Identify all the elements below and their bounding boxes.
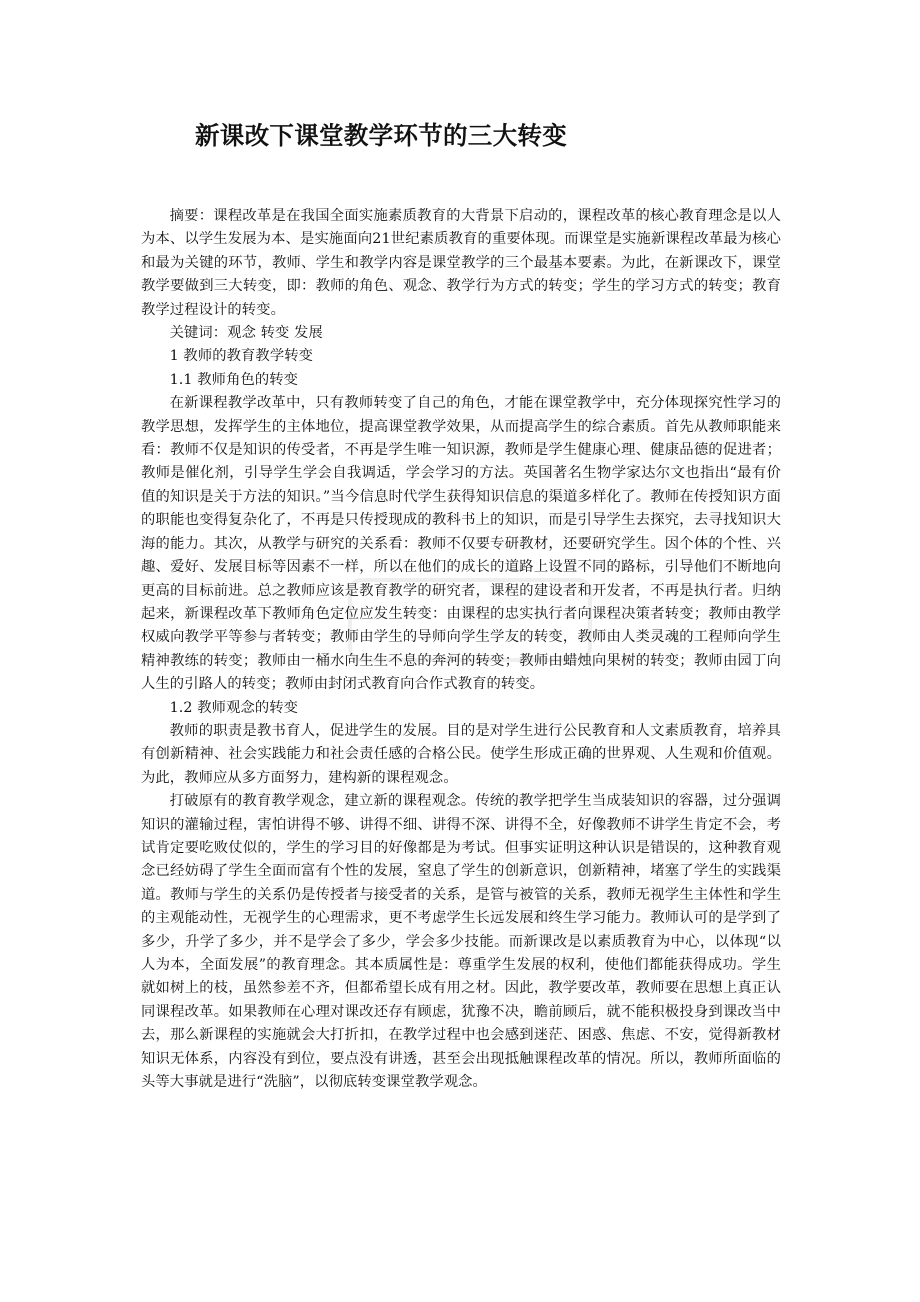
section-1-1-heading: 1.1 教师角色的转变 — [169, 371, 299, 388]
section-1-2-paragraph-2: 打破原有的教育教学观念，建立新的课程观念。传统的教学把学生当成装知识的容器，过分强调知识的灌输过程，害怕讲得不够、讲得不细、讲得不深、讲得不全，好像教师不讲学生肯定不会，考试肯定要吃败仗似的，学生的学习目的好像都是为考试。但事实证明这种认识是错误的，这种教育观念已经妨碍了学生全面而富有个性的发展，窒息了学生的创新意识，创新精神，堵塞了学生的实践渠道。教师与学生的关系仍是传授者与接受者的关系，是管与被管的关系，教师无视学生主体性和学生的主观能动性，无视学生的心理需求，更不考虑学生长远发展和终生学习能力。教师认可的是学到了多少，升学了多少，并不是学会了多少，学会多少技能。而新课改是以素质教育为中心，以体现“以人为本，全面发展”的教育理念。其本质属性是：尊重学生发展的权利，使他们都能获得成功。学生就如树上的枝，虽然参差不齐，但都希望长成有用之材。因此，教学要改革，教师要在思想上真正认同课程改革。如果教师在心理对课改还存有顾虑，犹豫不决，瞻前顾后，就不能积极投身到课改当中去，那么新课程的实施就会大打折扣，在教学过程中也会感到迷茫、困惑、焦虑、不安，觉得新教材知识无体系，内容没有到位，要点没有讲透，甚至会出现抵触课程改革的情况。所以，教师所面临的头等大事就是进行“洗脑”，以彻底转变课堂教学观念。 — [141, 793, 781, 1091]
document-body — [141, 205, 781, 1094]
document-title: 新课改下课堂教学环节的三大转变 — [195, 121, 567, 150]
abstract-paragraph: 摘要：课程改革是在我国全面实施素质教育的大背景下启动的，课程改革的核心教育理念是以人为本、以学生发展为本、是实施面向21世纪素质教育的重要体现。而课堂是实施新课程改革最为核心和最为关键的环节，教师、学生和教学内容是课堂教学的三个最基本要素。为此，在新课改下，课堂教学要做到三大转变，即：教师的角色、观念、教学行为方式的转变；学生的学习方式的转变；教育教学过程设计的转变。 — [141, 208, 781, 318]
section-1-1-paragraph: 在新课程教学改革中，只有教师转变了自己的角色，才能在课堂教学中，充分体现探究性学习的教学思想，发挥学生的主体地位，提高课堂教学效果，从而提高学生的综合素质。首先从教师职能来看：教师不仅是知识的传受者，不再是学生唯一知识源，教师是学生健康心理、健康品德的促进者；教师是催化剂，引导学生学会自我调适，学会学习的方法。英国著名生物学家达尔文也指出“最有价值的知识是关于方法的知识。”当今信息时代学生获得知识信息的渠道多样化了。教师在传授知识方面的职能也变得复杂化了，不再是只传授现成的教科书上的知识，而是引导学生去探究，去寻找知识大海的能力。其次，从教学与研究的关系看：教师不仅要专研教材，还要研究学生。因个体的个性、兴趣、爱好、发展目标等因素不一样，所以在他们的成长的道路上设置不同的路标，引导他们不断地向更高的目标前进。总之教师应该是教育教学的研究者，课程的建设者和开发者，不再是执行者。归纳起来，新课程改革下教师角色定位应发生转变：由课程的忠实执行者向课程决策者转变；教师由教学权威向教学平等参与者转变；教师由学生的导师向学生学友的转变，教师由人类灵魂的工程师向学生精神教练的转变；教师由一桶水向生生不息的奔河的转变；教师由蜡烛向果树的转变；教师由园丁向人生的引路人的转变；教师由封闭式教育向合作式教育的转变。 — [141, 395, 781, 693]
section-1-2-paragraph-1: 教师的职责是教书育人，促进学生的发展。目的是对学生进行公民教育和人文素质教育，培养具有创新精神、社会实践能力和社会责任感的合格公民。使学生形成正确的世界观、人生观和价值观。为此，教师应从多方面努力，建构新的课程观念。 — [141, 722, 781, 786]
section-1-2-heading: 1.2 教师观念的转变 — [169, 699, 299, 716]
keywords-line: 关键词：观念 转变 发展 — [169, 325, 323, 342]
section-1-heading: 1 教师的教育教学转变 — [169, 348, 314, 365]
